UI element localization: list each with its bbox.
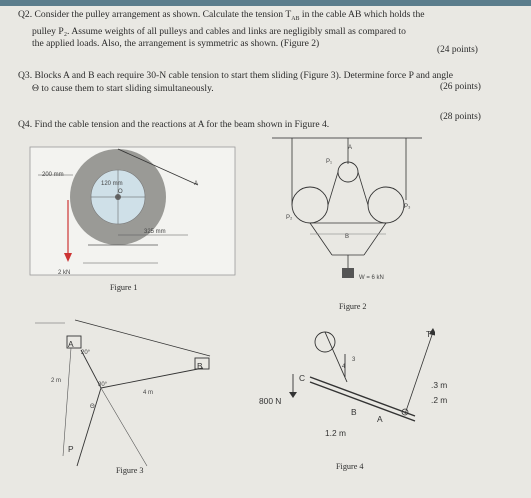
- fig4-tension-t: T: [426, 329, 432, 339]
- fig1-load: 2 kN: [58, 270, 71, 276]
- q2-subscript: AB: [291, 15, 300, 22]
- fig1-dim-inner: 120 mm: [101, 181, 123, 187]
- figure-1-caption: Figure 1: [110, 283, 138, 292]
- fig3-block-b: B: [197, 361, 203, 371]
- q3-points: (26 points): [440, 82, 481, 92]
- fig2-p2: P₂: [286, 215, 293, 221]
- q4-line1: Q4. Find the cable tension and the reactions at A for the beam shown in Figure 4.: [18, 119, 330, 130]
- figure-4-diagram: [265, 322, 435, 442]
- fig1-dim-outer: 200 mm: [42, 172, 64, 178]
- fig3-angle1: 20°: [81, 350, 91, 356]
- figure-2-caption: Figure 2: [339, 302, 367, 311]
- fig4-dim2: .2 m: [431, 395, 448, 405]
- browser-top-band: [0, 0, 531, 6]
- fig4-dim3: 1.2 m: [325, 428, 346, 438]
- figure-2-diagram: [272, 130, 422, 290]
- fig1-dim-right: 325 mm: [144, 229, 166, 235]
- fig2-point-a: A: [348, 145, 353, 151]
- figure-3-diagram: [35, 318, 225, 468]
- fig4-point-c: C: [299, 373, 306, 383]
- fig3-block-a: A: [68, 339, 74, 349]
- fig2-point-b: B: [345, 234, 350, 240]
- fig4-force: 800 N: [259, 396, 282, 406]
- figure-3-caption: Figure 3: [116, 466, 144, 475]
- fig4-point-b: B: [351, 407, 357, 417]
- fig4-point-a: A: [377, 414, 383, 424]
- fig3-theta: Θ: [90, 404, 95, 410]
- fig4-dim1: .3 m: [431, 380, 448, 390]
- fig3-angle2: 80°: [98, 382, 108, 388]
- q2-line2: pulley P₂. Assume weights of all pulleys and cables and links are negligibly small as compared to: [32, 25, 406, 37]
- q2-line1: Q2. Consider the pulley arrangement as shown. Calculate the tension T: [18, 9, 292, 20]
- q2-line1b: in the cable AB which holds the: [299, 9, 425, 20]
- fig1-center-label: O: [118, 189, 123, 195]
- fig3-len1: 2 m: [51, 378, 62, 384]
- q2-line3: the applied loads. Also, the arrangement is symmetric as shown. (Figure 2): [32, 38, 320, 50]
- q2-points: (24 points): [437, 45, 478, 55]
- fig2-p1: P₁: [326, 159, 333, 165]
- fig3-force-p: P: [68, 444, 74, 454]
- fig4-ratio1: 4: [342, 364, 346, 370]
- fig4-ratio2: 3: [352, 357, 356, 363]
- figure-4-caption: Figure 4: [336, 462, 364, 471]
- q3-line2: Θ to cause them to start sliding simultaneously.: [32, 82, 214, 94]
- fig2-p3: P₃: [404, 204, 411, 210]
- fig1-point-a: A: [194, 181, 199, 187]
- q3-line1: Q3. Blocks A and B each require 30-N cable tension to start them sliding (Figure 3). Determine force P and angle: [18, 70, 453, 81]
- q4-points: (28 points): [440, 112, 481, 122]
- fig2-weight: W = 6 kN: [359, 275, 384, 281]
- fig3-len2: 4 m: [143, 390, 154, 396]
